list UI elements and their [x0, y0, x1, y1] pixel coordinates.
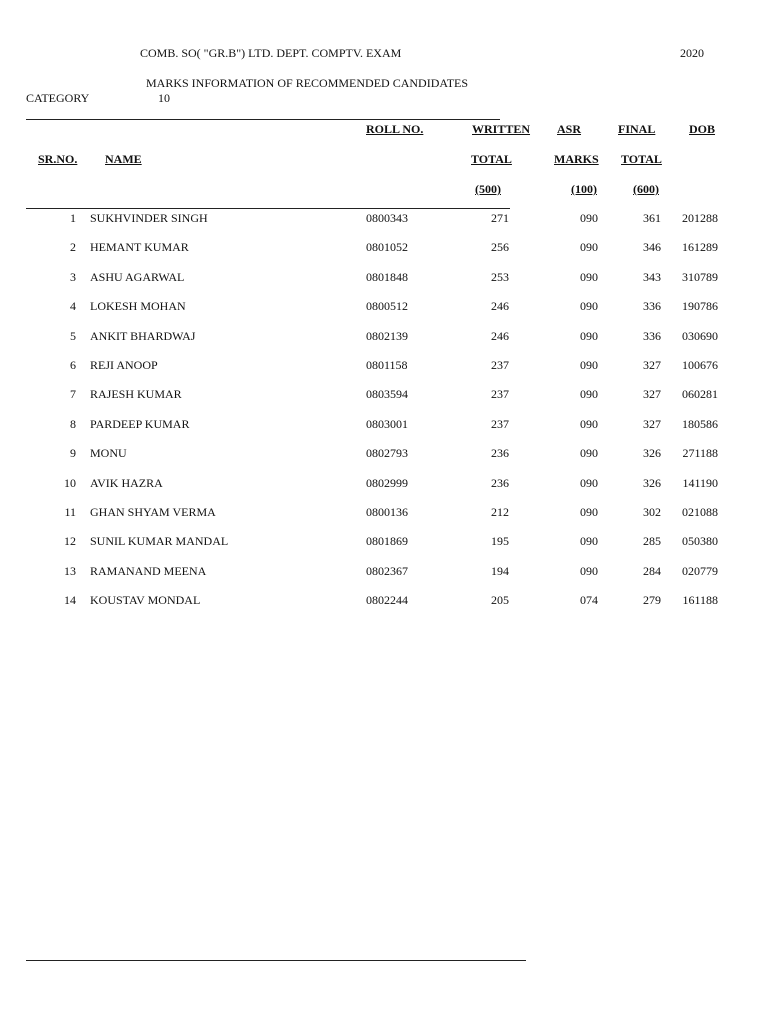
cell-dob: 161289	[682, 240, 718, 255]
cell-dob: 060281	[682, 387, 718, 402]
cell-asr: 090	[580, 358, 598, 372]
cell-dob: 161188	[682, 593, 718, 608]
cell-sr-no: 3	[70, 269, 76, 284]
cell-dob: 050380	[682, 534, 718, 549]
cell-written: 237	[491, 416, 509, 431]
table-row	[0, 299, 768, 317]
col-sr-no: SR.NO.	[38, 152, 78, 166]
cell-dob: 100676	[682, 358, 718, 372]
cell-asr: 090	[580, 534, 598, 549]
cell-sr-no: 11	[64, 505, 76, 519]
cell-roll-no: 0802244	[366, 593, 408, 608]
cell-final: 346	[643, 240, 661, 255]
cell-name: RAJESH KUMAR	[90, 387, 182, 402]
cell-name: ANKIT BHARDWAJ	[90, 328, 196, 343]
cell-roll-no: 0803001	[366, 416, 408, 431]
cell-name: LOKESH MOHAN	[90, 299, 186, 314]
cell-written: 205	[491, 593, 509, 608]
table-row	[0, 476, 768, 494]
cell-written: 246	[491, 328, 509, 343]
cell-sr-no: 1	[70, 211, 76, 225]
cell-written: 236	[491, 475, 509, 490]
cell-written: 256	[491, 240, 509, 255]
cell-sr-no: 6	[70, 358, 76, 372]
cell-name: GHAN SHYAM VERMA	[90, 505, 216, 519]
cell-final: 327	[643, 387, 661, 402]
table-row	[0, 270, 768, 288]
cell-asr: 090	[580, 211, 598, 225]
cell-roll-no: 0801158	[366, 358, 408, 372]
cell-dob: 030690	[682, 328, 718, 343]
cell-written: 212	[491, 505, 509, 519]
cell-dob: 271188	[682, 446, 718, 461]
exam-title: COMB. SO( "GR.B") LTD. DEPT. COMPTV. EXAM	[140, 46, 402, 60]
cell-sr-no: 10	[64, 475, 76, 490]
cell-dob: 141190	[682, 475, 718, 490]
col-final: FINAL	[618, 122, 656, 136]
table-row	[0, 211, 768, 229]
cell-roll-no: 0800136	[366, 505, 408, 519]
col-written-total: TOTAL	[471, 152, 512, 166]
cell-name: MONU	[90, 446, 127, 461]
col-roll-no: ROLL NO.	[366, 122, 424, 136]
cell-dob: 180586	[682, 416, 718, 431]
table-row	[0, 417, 768, 435]
cell-asr: 090	[580, 269, 598, 284]
cell-roll-no: 0802139	[366, 328, 408, 343]
cell-name: RAMANAND MEENA	[90, 563, 207, 578]
cell-final: 302	[643, 505, 661, 519]
cell-name: SUNIL KUMAR MANDAL	[90, 534, 229, 549]
cell-dob: 020779	[682, 563, 718, 578]
cell-roll-no: 0803594	[366, 387, 408, 402]
cell-asr: 090	[580, 240, 598, 255]
cell-asr: 090	[580, 563, 598, 578]
cell-asr: 090	[580, 505, 598, 519]
cell-name: AVIK HAZRA	[90, 475, 163, 490]
cell-name: KOUSTAV MONDAL	[90, 593, 201, 608]
cell-final: 327	[643, 416, 661, 431]
table-row	[0, 358, 768, 376]
cell-written: 237	[491, 387, 509, 402]
cell-dob: 190786	[682, 299, 718, 314]
col-final-total: TOTAL	[621, 152, 662, 166]
cell-name: REJI ANOOP	[90, 358, 158, 372]
cell-final: 336	[643, 328, 661, 343]
cell-final: 285	[643, 534, 661, 549]
table-row	[0, 387, 768, 405]
footer-divider	[26, 960, 526, 961]
table-row	[0, 564, 768, 582]
cell-written: 195	[491, 534, 509, 549]
col-written-max: (500)	[475, 182, 501, 196]
table-row	[0, 505, 768, 523]
cell-name: HEMANT KUMAR	[90, 240, 189, 255]
cell-roll-no: 0802367	[366, 563, 408, 578]
col-name: NAME	[105, 152, 142, 166]
cell-final: 361	[643, 211, 661, 225]
cell-sr-no: 12	[64, 534, 76, 549]
cell-final: 284	[643, 563, 661, 578]
cell-asr: 090	[580, 416, 598, 431]
cell-sr-no: 9	[70, 446, 76, 461]
cell-asr: 090	[580, 328, 598, 343]
cell-written: 237	[491, 358, 509, 372]
cell-sr-no: 7	[70, 387, 76, 402]
cell-roll-no: 0800343	[366, 211, 408, 225]
cell-roll-no: 0801848	[366, 269, 408, 284]
cell-final: 326	[643, 475, 661, 490]
cell-final: 336	[643, 299, 661, 314]
cell-roll-no: 0802793	[366, 446, 408, 461]
document-subtitle: MARKS INFORMATION OF RECOMMENDED CANDIDATES	[146, 76, 469, 90]
cell-asr: 090	[580, 299, 598, 314]
cell-final: 326	[643, 446, 661, 461]
col-asr-marks: MARKS	[554, 152, 599, 166]
category-value: 10	[158, 91, 170, 105]
col-written: WRITTEN	[472, 122, 531, 136]
cell-written: 194	[491, 563, 509, 578]
cell-written: 236	[491, 446, 509, 461]
cell-dob: 021088	[682, 505, 718, 519]
cell-final: 327	[643, 358, 661, 372]
cell-roll-no: 0800512	[366, 299, 408, 314]
category-label: CATEGORY	[26, 91, 90, 105]
exam-year: 2020	[680, 46, 704, 60]
table-divider	[26, 208, 510, 209]
cell-sr-no: 8	[70, 416, 76, 431]
cell-sr-no: 14	[64, 593, 76, 608]
col-asr: ASR	[557, 122, 582, 136]
cell-sr-no: 2	[70, 240, 76, 255]
cell-written: 271	[491, 211, 509, 225]
cell-roll-no: 0801052	[366, 240, 408, 255]
table-row	[0, 593, 768, 611]
cell-asr: 090	[580, 387, 598, 402]
col-asr-max: (100)	[571, 182, 597, 196]
table-row	[0, 240, 768, 258]
cell-name: SUKHVINDER SINGH	[90, 211, 208, 225]
cell-sr-no: 5	[70, 328, 76, 343]
col-dob: DOB	[689, 122, 716, 136]
cell-asr: 074	[580, 593, 598, 608]
header-divider	[26, 119, 500, 120]
cell-sr-no: 4	[70, 299, 76, 314]
cell-roll-no: 0802999	[366, 475, 408, 490]
cell-dob: 201288	[682, 211, 718, 225]
table-row	[0, 329, 768, 347]
cell-written: 253	[491, 269, 509, 284]
cell-roll-no: 0801869	[366, 534, 408, 549]
cell-sr-no: 13	[64, 563, 76, 578]
cell-final: 279	[643, 593, 661, 608]
table-row	[0, 534, 768, 552]
cell-asr: 090	[580, 446, 598, 461]
cell-written: 246	[491, 299, 509, 314]
cell-dob: 310789	[682, 269, 718, 284]
table-row	[0, 446, 768, 464]
cell-asr: 090	[580, 475, 598, 490]
col-final-max: (600)	[633, 182, 659, 196]
cell-final: 343	[643, 269, 661, 284]
cell-name: ASHU AGARWAL	[90, 269, 185, 284]
cell-name: PARDEEP KUMAR	[90, 416, 190, 431]
